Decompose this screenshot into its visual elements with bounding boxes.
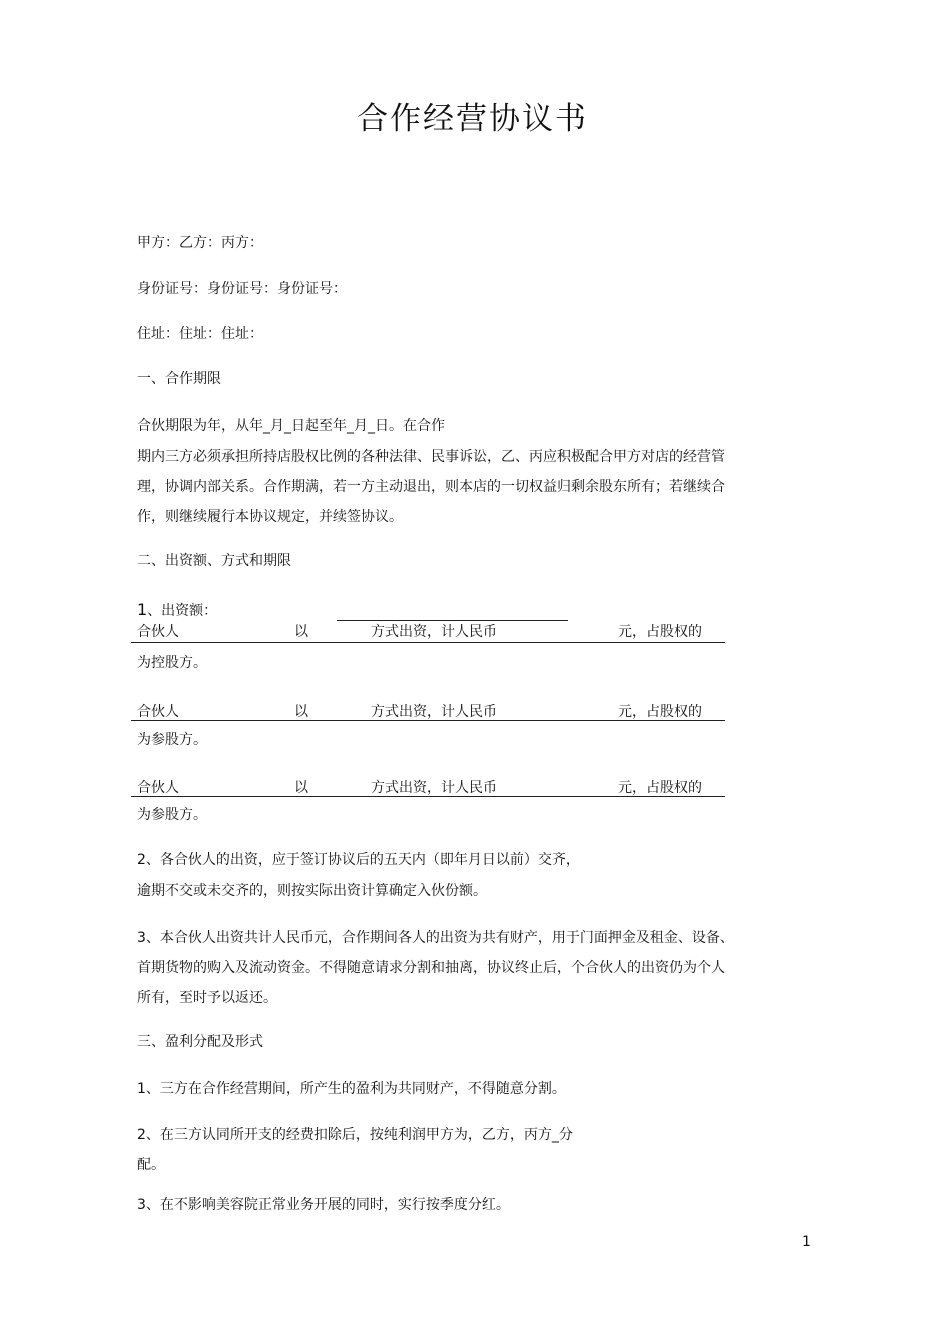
section2-item3-line: 所有，至时予以返还。 xyxy=(137,990,277,1006)
page-number: 1 xyxy=(802,1234,811,1250)
partner-label: 合伙人 xyxy=(137,624,179,640)
section1-heading: 一、合作期限 xyxy=(137,371,221,387)
section3-item2-line: 配。 xyxy=(137,1157,165,1173)
partner-text: 以 xyxy=(294,704,308,720)
section2-heading: 二、出资额、方式和期限 xyxy=(137,553,291,569)
partner-underline xyxy=(131,796,725,797)
partner-text: 方式出资，计人民币 xyxy=(371,780,497,796)
section3-heading: 三、盈利分配及形式 xyxy=(137,1034,263,1050)
partner-text: 方式出资，计人民币 xyxy=(371,704,497,720)
partner-role: 为控股方。 xyxy=(137,655,207,671)
partner-text: 以 xyxy=(294,624,308,640)
parties-names-line: 甲方：乙方：丙方： xyxy=(137,235,263,251)
partner-underline xyxy=(131,720,725,721)
partner-text: 元，占股权的 xyxy=(618,780,702,796)
partner-role: 为参股方。 xyxy=(137,732,207,748)
item-label: 、出资额： xyxy=(147,603,218,619)
partner-underline xyxy=(131,642,725,643)
blank-fill-line xyxy=(337,620,568,621)
section1-paragraph-line: 期内三方必须承担所持店股权比例的各种法律、民事诉讼，乙、丙应积极配合甲方对店的经营管 xyxy=(137,449,725,465)
parties-address-line: 住址：住址：住址： xyxy=(137,326,263,342)
section2-item2-line: 2、各合伙人的出资，应于签订协议后的五天内（即年月日以前）交齐， xyxy=(137,852,580,868)
partner-label: 合伙人 xyxy=(137,704,179,720)
section2-item3-line: 首期货物的购入及流动资金。不得随意请求分割和抽离，协议终止后，个合伙人的出资仍为个人 xyxy=(137,960,725,976)
document-title: 合作经营协议书 xyxy=(357,101,588,137)
parties-id-line: 身份证号：身份证号：身份证号： xyxy=(137,281,347,297)
section3-item2-line: 2、在三方认同所开支的经费扣除后，按纯利润甲方为，乙方，丙方_分 xyxy=(137,1127,573,1143)
section1-paragraph-line: 作，则继续履行本协议规定，并续签协议。 xyxy=(137,509,403,525)
section2-item3-line: 3、本合伙人出资共计人民币元，合作期间各人的出资为共有财产，用于门面押金及租金、设备、 xyxy=(137,930,734,946)
partner-text: 元，占股权的 xyxy=(618,624,702,640)
section1-paragraph-line: 理，协调内部关系。合作期满，若一方主动退出，则本店的一切权益归剩余股东所有；若继续合 xyxy=(137,479,725,495)
section3-item1: 1、三方在合作经营期间，所产生的盈利为共同财产，不得随意分割。 xyxy=(137,1081,566,1097)
item-number: 1 xyxy=(137,600,148,619)
partner-text: 以 xyxy=(294,780,308,796)
section2-item2-line: 逾期不交或未交齐的，则按实际出资计算确定入伙份额。 xyxy=(137,883,487,899)
partner-role: 为参股方。 xyxy=(137,807,207,823)
section3-item3: 3、在不影响美容院正常业务开展的同时，实行按季度分红。 xyxy=(137,1197,510,1213)
partner-text: 元，占股权的 xyxy=(618,704,702,720)
section1-paragraph-line: 合伙期限为年，从年_月_日起至年_月_日。在合作 xyxy=(137,418,445,434)
partner-label: 合伙人 xyxy=(137,780,179,796)
contribution-item-label xyxy=(137,600,217,621)
partner-text: 方式出资，计人民币 xyxy=(371,624,497,640)
